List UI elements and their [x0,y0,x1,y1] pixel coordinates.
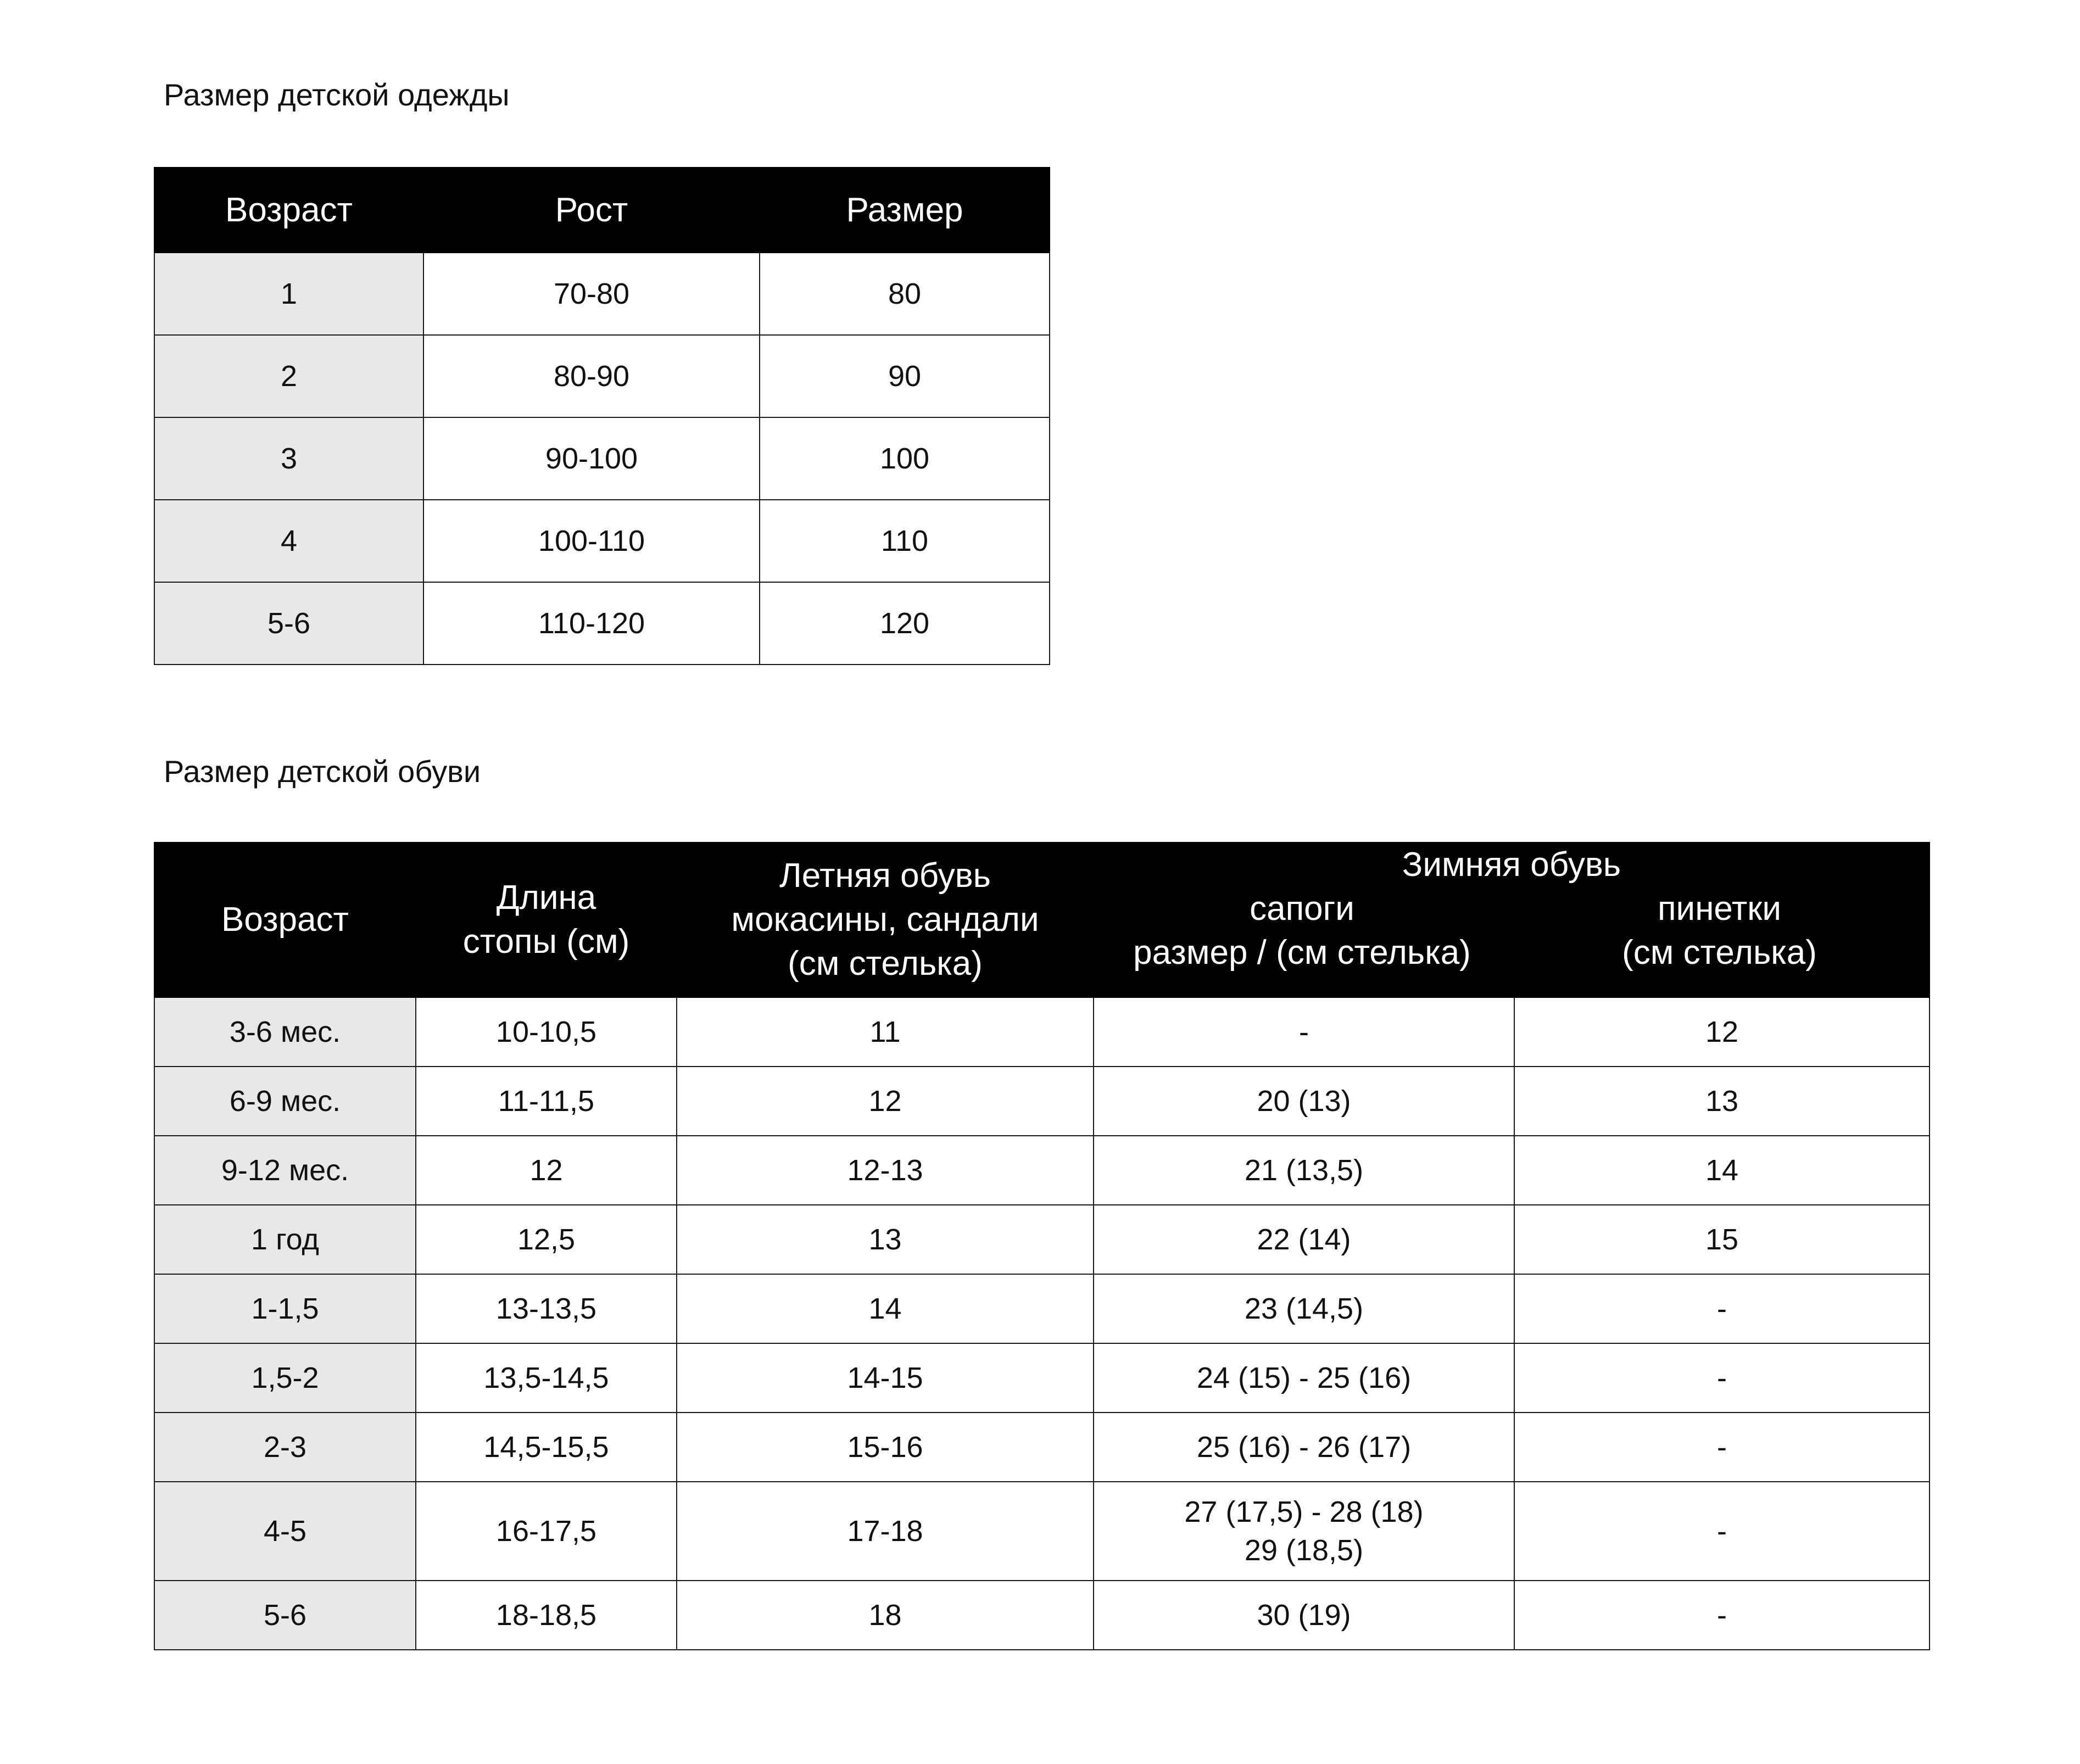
table-row [154,417,1050,500]
age-cell: 4 [154,500,423,582]
size-cell: 100 [760,417,1050,500]
header-age-label: Возраст [221,901,349,939]
summer-size-cell: 14 [677,1274,1094,1343]
table-row [154,1274,1930,1343]
age-cell: 1,5-2 [154,1343,416,1413]
table-row [154,1205,1930,1274]
age-cell: 3 [154,417,423,500]
boots-size-cell: 30 (19) [1094,1581,1514,1650]
shoes-size-table [154,842,1930,1650]
column-header-age [154,842,416,997]
size-cell: 90 [760,335,1050,417]
age-cell: 2-3 [154,1413,416,1482]
boots-size-line: 27 (17,5) - 28 (18) [1184,1495,1424,1528]
header-line: мокасины, сандали [731,901,1039,939]
height-cell: 80-90 [423,335,760,417]
age-cell: 5-6 [154,1581,416,1650]
booties-size-cell: 12 [1514,997,1930,1067]
age-cell: 1 [154,253,423,335]
foot-length-cell: 13-13,5 [416,1274,677,1343]
boots-size-cell: 22 (14) [1094,1205,1514,1274]
table-row [154,1581,1930,1650]
height-cell: 110-120 [423,582,760,665]
table-row [154,997,1930,1067]
boots-size-cell: 25 (16) - 26 (17) [1094,1413,1514,1482]
age-cell: 5-6 [154,582,423,665]
column-header-winter-shoes [1094,842,1930,997]
summer-size-cell: 13 [677,1205,1094,1274]
height-cell: 70-80 [423,253,760,335]
size-cell: 120 [760,582,1050,665]
size-cell: 80 [760,253,1050,335]
header-line: размер / (см стелька) [1133,934,1471,972]
boots-size-cell: 23 (14,5) [1094,1274,1514,1343]
table-row [154,1067,1930,1136]
shoes-size-title: Размер детской обуви [164,754,481,789]
clothes-size-title: Размер детской одежды [164,77,510,112]
table-row [154,1413,1930,1482]
foot-length-cell: 12,5 [416,1205,677,1274]
boots-size-line: 29 (18,5) [1244,1534,1364,1567]
age-cell: 6-9 мес. [154,1067,416,1136]
header-line: Длина [496,879,596,917]
booties-size-cell: 15 [1514,1205,1930,1274]
booties-size-cell: - [1514,1274,1930,1343]
age-cell: 1 год [154,1205,416,1274]
boots-size-cell: - [1094,997,1514,1067]
table-row [154,1343,1930,1413]
clothes-size-table [154,167,1050,665]
foot-length-cell: 11-11,5 [416,1067,677,1136]
column-header-summer-shoes [677,842,1094,997]
summer-size-cell: 14-15 [677,1343,1094,1413]
foot-length-cell: 16-17,5 [416,1482,677,1581]
size-cell: 110 [760,500,1050,582]
boots-size-cell: 24 (15) - 25 (16) [1094,1343,1514,1413]
booties-size-cell: - [1514,1343,1930,1413]
booties-size-cell: - [1514,1482,1930,1581]
table-header-row [154,842,1930,997]
booties-size-cell: 14 [1514,1136,1930,1205]
column-header-age: Возраст [154,168,423,253]
height-cell: 90-100 [423,417,760,500]
foot-length-cell: 14,5-15,5 [416,1413,677,1482]
table-row [154,253,1050,335]
age-cell: 3-6 мес. [154,997,416,1067]
column-header-foot-length [416,842,677,997]
age-cell: 4-5 [154,1482,416,1581]
header-line: (см стелька) [788,945,983,983]
foot-length-cell: 13,5-14,5 [416,1343,677,1413]
booties-size-cell: 13 [1514,1067,1930,1136]
header-line: (см стелька) [1622,934,1817,972]
winter-shoes-title: Зимняя обувь [1402,846,1621,884]
column-header-size: Размер [760,168,1050,253]
boots-size-cell: 21 (13,5) [1094,1136,1514,1205]
summer-size-cell: 12-13 [677,1136,1094,1205]
foot-length-cell: 12 [416,1136,677,1205]
table-row [154,1482,1930,1581]
foot-length-cell: 18-18,5 [416,1581,677,1650]
booties-size-cell: - [1514,1581,1930,1650]
header-line: Летняя обувь [779,857,991,895]
header-line: сапоги [1250,890,1354,928]
boots-size-cell: 20 (13) [1094,1067,1514,1136]
table-header-row [154,168,1050,253]
summer-size-cell: 18 [677,1581,1094,1650]
boots-size-cell [1094,1482,1514,1581]
age-cell: 1-1,5 [154,1274,416,1343]
column-header-booties [1510,887,1929,975]
summer-size-cell: 15-16 [677,1413,1094,1482]
foot-length-cell: 10-10,5 [416,997,677,1067]
header-line: пинетки [1657,890,1782,928]
column-header-height: Рост [423,168,760,253]
summer-size-cell: 11 [677,997,1094,1067]
height-cell: 100-110 [423,500,760,582]
age-cell: 9-12 мес. [154,1136,416,1205]
age-cell: 2 [154,335,423,417]
table-row [154,1136,1930,1205]
table-row [154,335,1050,417]
booties-size-cell: - [1514,1413,1930,1482]
summer-size-cell: 17-18 [677,1482,1094,1581]
table-row [154,500,1050,582]
summer-size-cell: 12 [677,1067,1094,1136]
header-line: стопы (см) [462,923,630,961]
table-row [154,582,1050,665]
column-header-boots [1094,887,1510,975]
